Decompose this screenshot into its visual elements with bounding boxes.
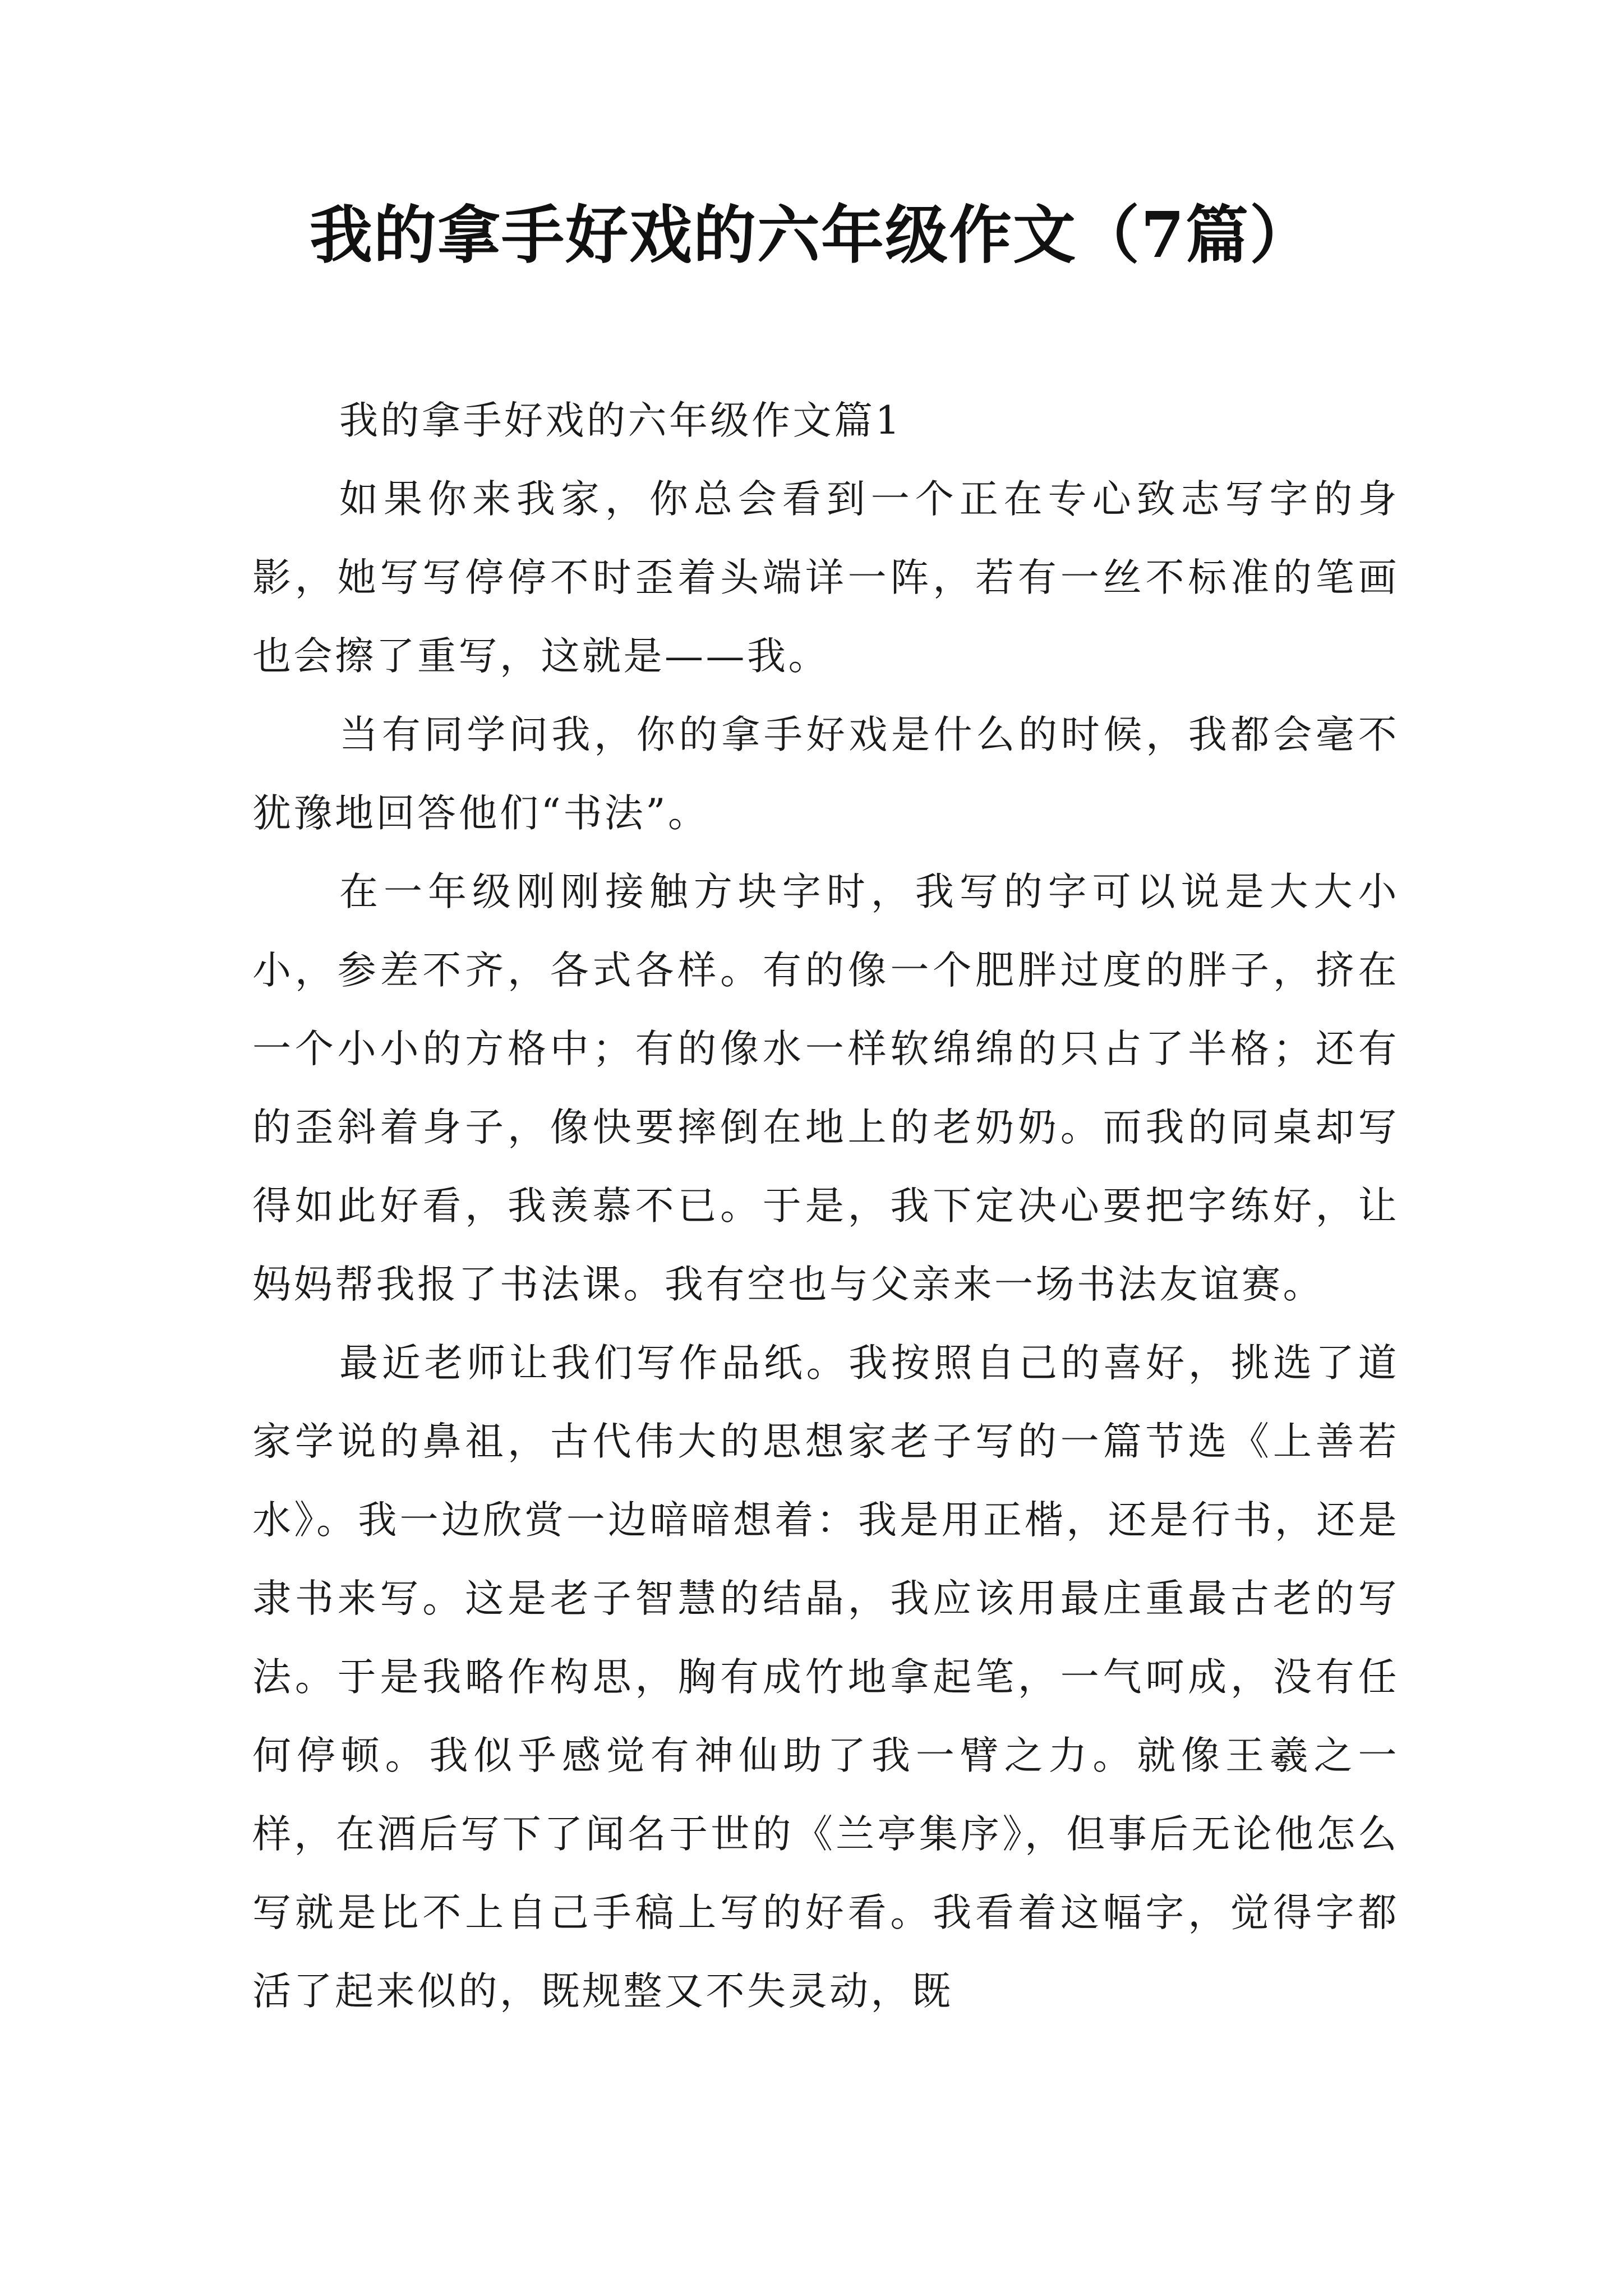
paragraph-1: 如果你来我家，你总会看到一个正在专心致志写字的身影，她写写停停不时歪着头端详一阵，若有一丝不标准的笔画也会擦了重写，这就是——我。 [252,477,1399,679]
document-body [252,381,1399,2031]
paragraph-4: 最近老师让我们写作品纸。我按照自己的喜好，挑选了道家学说的鼻祖，古代伟大的思想家老子写的一篇节选《上善若水》。我一边欣赏一边暗暗想着：我是用正楷，还是行书，还是隶书来写。这是老子智慧的结晶，我应该用最庄重最古老的写法。于是我略作构思，胸有成竹地拿起笔，一气呵成，没有任何停顿。我似乎感觉有神仙助了我一臂之力。就像王羲之一样，在酒后写下了闻名于世的《兰亭集序》，但事后无论他怎么写就是比不上自己手稿上写的好看。我看着这幅字，觉得字都活了起来似的，既规整又不失灵动，既 [252,1341,1399,2014]
document-title: 我的拿手好戏的六年级作文（7篇） [310,199,1313,272]
section-heading: 我的拿手好戏的六年级作文篇1 [339,398,902,443]
paragraph-3: 在一年级刚刚接触方块字时，我写的字可以说是大大小小，参差不齐，各式各样。有的像一个肥胖过度的胖子，挤在一个小小的方格中；有的像水一样软绵绵的只占了半格；还有的歪斜着身子，像快要摔倒在地上的老奶奶。而我的同桌却写得如此好看，我羡慕不已。于是，我下定决心要把字练好，让妈妈帮我报了书法课。我有空也与父亲来一场书法友谊赛。 [252,869,1399,1307]
paragraph-2: 当有同学问我，你的拿手好戏是什么的时候，我都会毫不犹豫地回答他们“书法”。 [252,712,1399,836]
